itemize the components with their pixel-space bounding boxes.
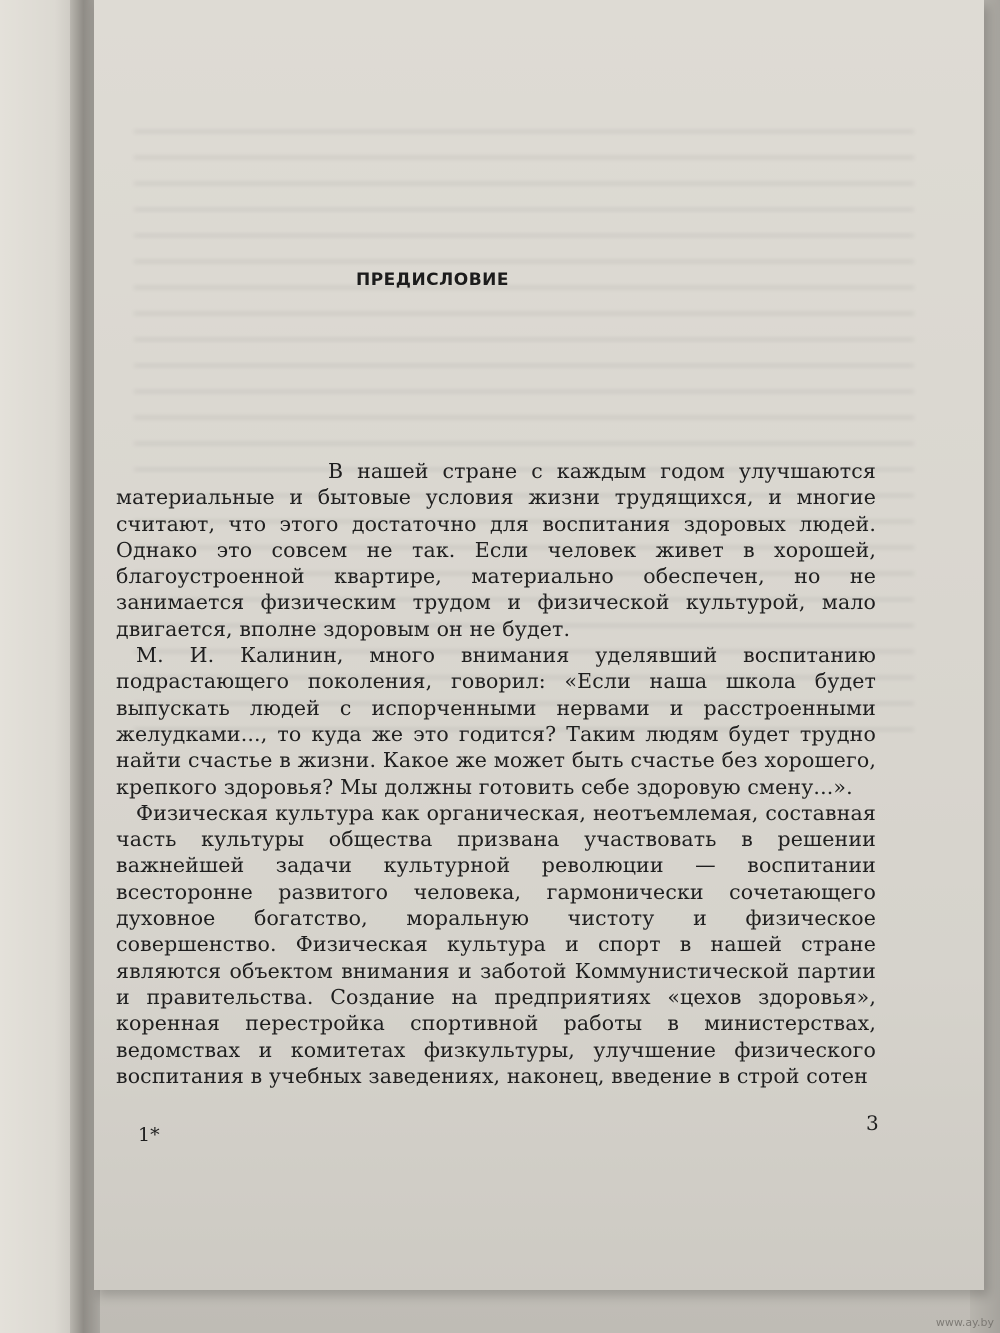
paragraph-2: М. И. Калинин, много внимания уделявший воспитанию подрастающего поколения, говорил: «Если наша школа будет выпускать людей с испорченными нервами и расстроенными желудками..., то куда же это годится? Таким людям будет трудно найти счастье в жизни. Какое же может быть счастье без хорошего, крепкого здоровья? Мы должны готовить себе здоровую смену...». (116, 643, 876, 799)
chapter-title: ПРЕДИСЛОВИЕ (356, 270, 510, 290)
signature-mark: 1* (138, 1124, 160, 1146)
paragraph-3: Физическая культура как органическая, неотъемлемая, составная часть культуры общества призвана участвовать в решении важнейшей задачи культурной революции — воспитании всесторонне развитого человека, гармонически сочетающего духовное богатство, моральную чистоту и физическое совершенство. Физическая культура и спорт в нашей стране являются объектом внимания и заботой Коммунистической партии и правительства. Создание на предприятиях «цехов здоровья», коренная перестройка спортивной работы в министерствах, ведомствах и комитетах физкультуры, улучшение физического воспитания в учебных заведениях, наконец, введение в строй сотен (116, 800, 876, 1088)
left-page-edge (0, 0, 78, 1333)
book-page (94, 0, 984, 1290)
watermark: www.ay.by (935, 1316, 994, 1329)
paragraph-1: В нашей стране с каждым годом улучшаются материальные и бытовые условия жизни трудящихся, и многие считают, что этого достаточно для воспитания здоровых людей. Однако это совсем не так. Если человек живет в хорошей, благоустроенной квартире, материально обеспечен, но не занимается физическим трудом и физической культурой, мало двигается, вполне здоровым он не будет. (116, 459, 876, 641)
body-text (116, 458, 876, 1089)
page-number: 3 (866, 1111, 879, 1135)
